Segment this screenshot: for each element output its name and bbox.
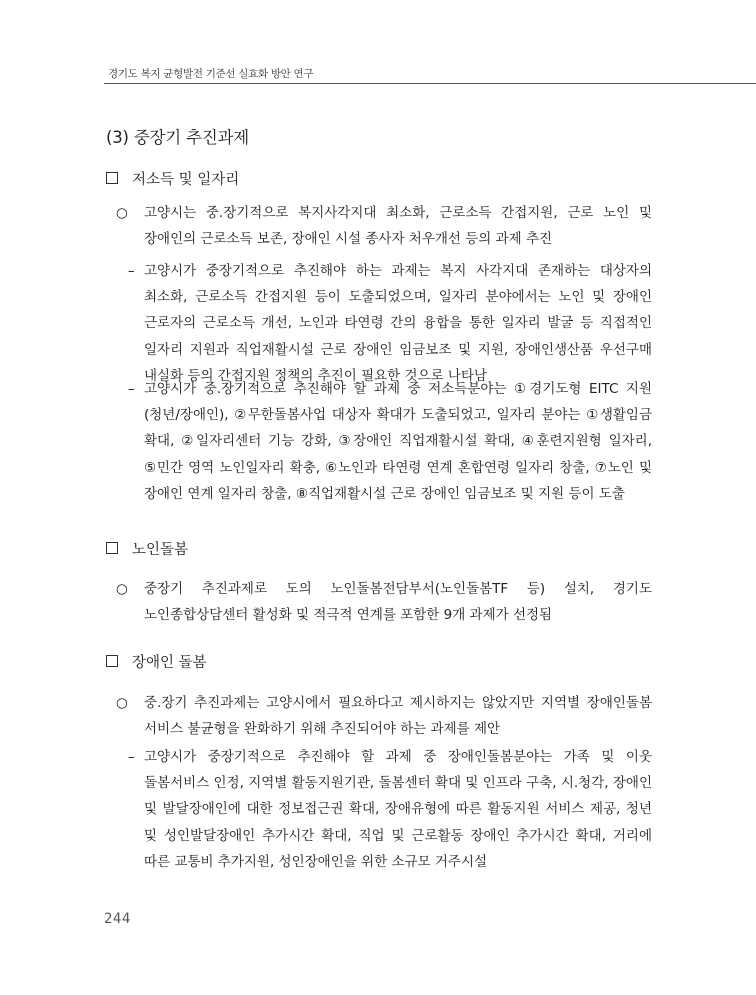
circle-bullet-icon: ○ (116, 695, 128, 711)
dash-bullet-icon: – (128, 381, 135, 397)
bullet-text: 중.장기 추진과제는 고양시에서 필요하다고 제시하지는 않았지만 지역별 장애인돌봄 서비스 불균형을 완화하기 위해 추진되어야 하는 과제를 제안 (144, 695, 652, 737)
dash-item (128, 744, 652, 875)
dash-item (128, 258, 652, 389)
circle-bullet-icon: ○ (116, 205, 128, 221)
page-number: 244 (104, 911, 131, 927)
bullet-item (116, 200, 652, 252)
running-header-title: 경기도 복지 균형발전 기준선 실효화 방안 연구 (108, 68, 314, 80)
subheading-label: 장애인 돌봄 (132, 655, 207, 671)
header-rule (104, 83, 756, 84)
subheading-disability-care (106, 651, 207, 672)
subheading-label: 저소득 및 일자리 (132, 172, 240, 188)
checkbox-square-icon (106, 542, 118, 554)
bullet-text: 중장기 추진과제로 도의 노인돌봄전담부서(노인돌봄TF 등) 설치, 경기도 노인종합상담센터 활성화 및 적극적 연계를 포함한 9개 과제가 선정됨 (144, 581, 652, 623)
section-title: (3) 중장기 추진과제 (106, 128, 250, 147)
circle-bullet-icon: ○ (116, 581, 128, 597)
subheading-elderly-care (106, 538, 188, 559)
dash-bullet-icon: – (128, 749, 135, 765)
dash-text: 고양시가 중.장기적으로 추진해야 할 과제 중 저소득분야는 ①경기도형 EITC 지원(청년/장애인), ②무한돌봄사업 대상자 확대가 도출되었고, 일자리 분야는 ①생활임금 확대, ②일자리센터 기능 강화, ③장애인 직업재활시설 확대, ④훈련지원형 일자리, ⑤민간 영역 노인일자리 확충, ⑥노인과 타연령 연계 혼합연령 일자리 창출, ⑦노인 및 장애인 연계 일자리 창출, ⑧직업재활시설 근로 장애인 임금보조 및 지원 등이 도출 (144, 381, 652, 502)
bullet-text: 고양시는 중.장기적으로 복지사각지대 최소화, 근로소득 간접지원, 근로 노인 및 장애인의 근로소득 보존, 장애인 시설 종사자 처우개선 등의 과제 추진 (144, 205, 652, 247)
checkbox-square-icon (106, 655, 118, 667)
bullet-item (116, 576, 652, 628)
subheading-label: 노인돌봄 (132, 542, 189, 558)
dash-text: 고양시가 중장기적으로 추진해야 하는 과제는 복지 사각지대 존재하는 대상자의 최소화, 근로소득 간접지원 등이 도출되었으며, 일자리 분야에서는 노인 및 장애인 근로자의 근로소득 개선, 노인과 타연령 간의 융합을 통한 일자리 발굴 등 직접적인 일자리 지원과 직업재활시설 근로 장애인 임금보조 및 지원, 장애인생산품 우선구매 내실화 등의 간접지원 정책의 추진이 필요한 것으로 나타남 (144, 263, 652, 384)
dash-text: 고양시가 중장기적으로 추진해야 할 과제 중 장애인돌봄분야는 가족 및 이웃 돌봄서비스 인정, 지역별 활동지원기관, 돌봄센터 확대 및 인프라 구축, 시.청각, 장애인 및 발달장애인에 대한 정보접근권 확대, 장애유형에 따른 활동지원 서비스 제공, 청년 및 성인발달장애인 추가시간 확대, 직업 및 근로활동 장애인 추가시간 확대, 거리에 따른 교통비 추가지원, 성인장애인을 위한 소규모 거주시설 (144, 749, 652, 870)
bullet-item (116, 690, 652, 742)
dash-item (128, 376, 652, 507)
dash-bullet-icon: – (128, 263, 135, 279)
checkbox-square-icon (106, 172, 118, 184)
subheading-low-income-jobs (106, 168, 239, 189)
